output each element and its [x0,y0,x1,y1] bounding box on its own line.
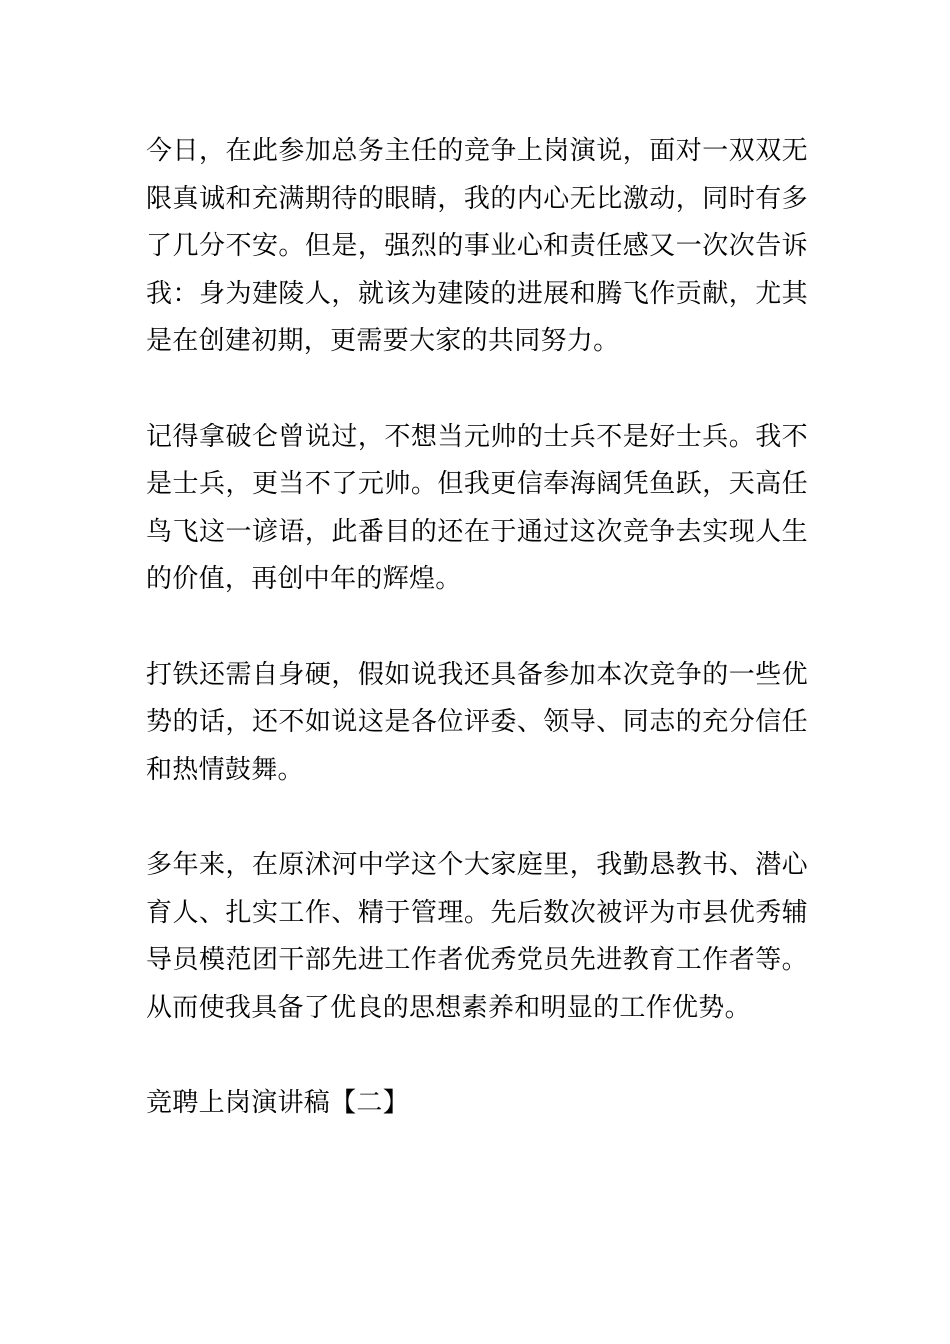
paragraph-4: 多年来，在原沭河中学这个大家庭里，我勤恳教书、潜心育人、扎实工作、精于管理。先后数次被评为市县优秀辅导员模范团干部先进工作者优秀党员先进教育工作者等。从而使我具备了优良的思想素养和明显的工作优势。 [146,850,808,1023]
document-body [146,128,808,1128]
section-heading: 竞聘上岗演讲稿【二】 [146,1088,410,1118]
paragraph-1: 今日，在此参加总务主任的竞争上岗演说，面对一双双无限真诚和充满期待的眼睛，我的内心无比激动，同时有多了几分不安。但是，强烈的事业心和责任感又一次次告诉我：身为建陵人，就该为建陵的进展和腾飞作贡献，尤其是在创建初期，更需要大家的共同努力。 [146,136,808,356]
paragraph-3: 打铁还需自身硬，假如说我还具备参加本次竞争的一些优势的话，还不如说这是各位评委、领导、同志的充分信任和热情鼓舞。 [146,659,808,785]
paragraph-2: 记得拿破仑曾说过，不想当元帅的士兵不是好士兵。我不是士兵，更当不了元帅。但我更信奉海阔凭鱼跃，天高任鸟飞这一谚语，此番目的还在于通过这次竞争去实现人生的价值，再创中年的辉煌。 [146,421,808,594]
